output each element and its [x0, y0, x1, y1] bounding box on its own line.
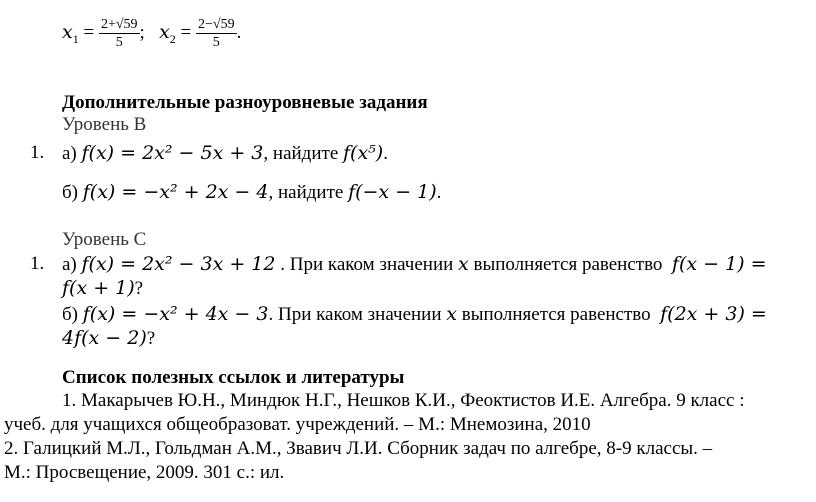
- function-formula: f(x) = −x² + 2x − 4: [82, 181, 269, 203]
- function-formula: f(x) = −x² + 4x − 3: [82, 303, 269, 325]
- item-text: . При каком значении: [275, 254, 459, 275]
- reference-2-line-1: 2. Галицкий М.Л., Гольдман А.М., Звавич Л.И. Сборник задач по алгебре, 8-9 классы. –: [4, 438, 713, 459]
- fraction-2: [196, 16, 237, 51]
- separator: ;: [139, 22, 145, 43]
- equality-right: f(x + 1): [62, 277, 135, 299]
- fraction-2-numerator: 2−√59: [198, 17, 235, 33]
- item-text: , найдите: [263, 143, 343, 164]
- variable: x: [458, 253, 469, 275]
- equals-sign-2: =: [175, 22, 196, 43]
- fraction-2-denominator: 5: [212, 35, 220, 51]
- target-expression: f(−x − 1): [348, 181, 437, 203]
- item-text: . При каком значении: [268, 304, 447, 325]
- roots-formula: [62, 14, 241, 50]
- item-text-2: выполняется равенство: [468, 254, 668, 275]
- x1-subscript: 1: [72, 31, 79, 46]
- level-b-item-a: [62, 142, 388, 165]
- item-text: , найдите: [268, 182, 349, 203]
- fraction-1-denominator: 5: [115, 35, 123, 51]
- level-c-number: 1.: [30, 253, 45, 274]
- x2-subscript: 2: [169, 31, 176, 46]
- function-formula: f(x) = 2x² − 3x + 12: [81, 253, 276, 275]
- item-end: .: [383, 143, 388, 164]
- level-b-heading: Уровень В: [62, 114, 147, 135]
- equality-left: f(x − 1) =: [671, 253, 767, 275]
- equality-left: f(2x + 3) =: [660, 303, 767, 325]
- item-label: а): [62, 254, 77, 275]
- level-b-number: 1.: [30, 142, 45, 163]
- x1-symbol: x: [62, 21, 73, 43]
- target-expression: f(x⁵): [343, 142, 384, 164]
- item-end: ?: [134, 278, 144, 299]
- fraction-1: [99, 16, 140, 51]
- item-label: б): [62, 182, 78, 203]
- level-c-item-b: [62, 303, 767, 326]
- equals-sign-1: =: [78, 22, 99, 43]
- level-c-heading: Уровень С: [62, 229, 147, 250]
- section-title: Дополнительные разноуровневые задания: [62, 92, 428, 113]
- formula-end: .: [236, 22, 242, 43]
- level-c-item-a: [62, 253, 767, 276]
- item-label: а): [62, 143, 77, 164]
- level-b-item-b: [62, 181, 441, 204]
- item-end: .: [436, 182, 442, 203]
- reference-2-line-2: М.: Просвещение, 2009. 301 с.: ил.: [4, 462, 285, 483]
- fraction-1-numerator: 2+√59: [100, 17, 138, 33]
- item-label: б): [62, 304, 78, 325]
- equality-right: 4f(x − 2): [62, 327, 147, 349]
- references-title: Список полезных ссылок и литературы: [62, 367, 405, 388]
- variable: x: [446, 303, 457, 325]
- level-c-item-a-cont: [62, 277, 143, 300]
- level-c-item-b-cont: [62, 327, 155, 350]
- reference-1-line-1: 1. Макарычев Ю.Н., Миндюк Н.Г., Нешков К.И., Феоктистов И.Е. Алгебра. 9 класс :: [62, 390, 745, 411]
- item-end: ?: [146, 328, 156, 349]
- item-text-2: выполняется равенство: [456, 304, 656, 325]
- x2-symbol: x: [159, 21, 170, 43]
- reference-1-line-2: учеб. для учащихся общеобразоват. учреждений. – М.: Мнемозина, 2010: [4, 414, 591, 435]
- function-formula: f(x) = 2x² − 5x + 3: [81, 142, 264, 164]
